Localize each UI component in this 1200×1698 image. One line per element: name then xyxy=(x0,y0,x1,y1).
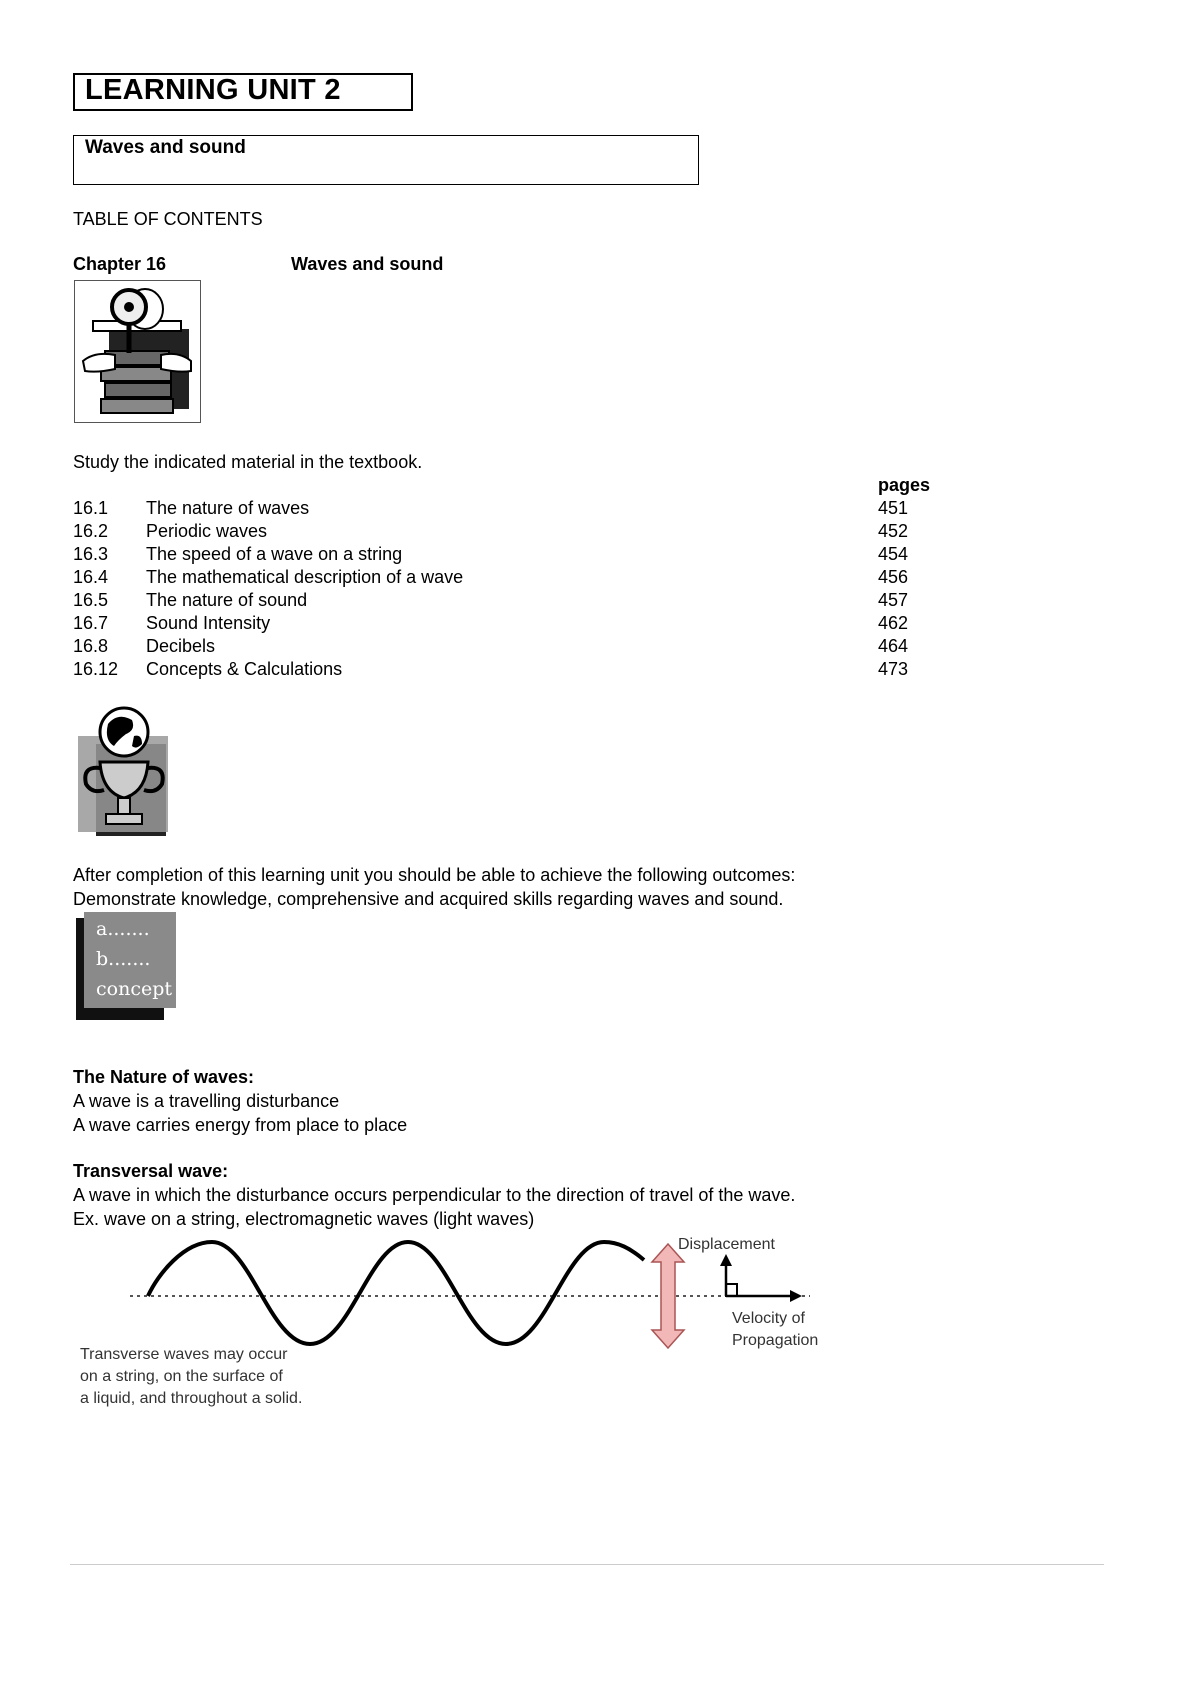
toc-row-page: 452 xyxy=(878,521,909,541)
toc-row-title: The mathematical description of a wave xyxy=(146,567,464,587)
concept-list-icon xyxy=(76,912,176,1020)
transversal-line-1: A wave in which the disturbance occurs perpendicular to the direction of travel of the wave. xyxy=(73,1185,796,1205)
page-divider xyxy=(70,1564,1104,1565)
globe-trophy-icon xyxy=(74,706,176,840)
concept-line-a: a....... xyxy=(96,918,150,940)
toc-row-title: Concepts & Calculations xyxy=(146,659,343,679)
toc-row xyxy=(0,567,1000,589)
concept-line-concept: concept xyxy=(96,978,172,1000)
outcomes-line-1: After completion of this learning unit you should be able to achieve the following outcomes: xyxy=(73,865,796,885)
figure-caption-2: on a string, on the surface of xyxy=(80,1368,283,1385)
velocity-label-2: Propagation xyxy=(732,1332,819,1349)
concept-line-b: b....... xyxy=(96,948,151,970)
toc-row-number: 16.7 xyxy=(73,613,109,633)
toc-row xyxy=(0,590,1000,612)
nature-line-2: A wave carries energy from place to place xyxy=(73,1115,408,1135)
pages-header: pages xyxy=(878,475,931,495)
toc-row-title: The nature of waves xyxy=(146,498,310,518)
toc-row xyxy=(0,498,1000,520)
magnifier-books-icon xyxy=(74,280,201,423)
toc-heading: TABLE OF CONTENTS xyxy=(73,209,263,229)
transversal-line-2: Ex. wave on a string, electromagnetic waves (light waves) xyxy=(73,1209,535,1229)
study-instruction: Study the indicated material in the textbook. xyxy=(73,452,423,472)
toc-row-number: 16.12 xyxy=(73,659,119,679)
unit-title: LEARNING UNIT 2 xyxy=(85,74,341,106)
toc-row-title: Periodic waves xyxy=(146,521,268,541)
unit-subtitle: Waves and sound xyxy=(85,137,246,158)
toc-row xyxy=(0,636,1000,658)
figure-caption-1: Transverse waves may occur xyxy=(80,1346,288,1363)
toc-row-title: Decibels xyxy=(146,636,216,656)
transverse-wave-figure xyxy=(70,1234,870,1414)
toc-row-title: The speed of a wave on a string xyxy=(146,544,403,564)
toc-row-page: 451 xyxy=(878,498,909,518)
toc-row xyxy=(0,613,1000,635)
toc-row xyxy=(0,659,1000,681)
toc-row-number: 16.8 xyxy=(73,636,109,656)
chapter-title: Waves and sound xyxy=(291,254,444,274)
toc-row-page: 457 xyxy=(878,590,909,610)
toc-row-number: 16.1 xyxy=(73,498,109,518)
figure-caption-3: a liquid, and throughout a solid. xyxy=(80,1390,303,1407)
toc-row-title: The nature of sound xyxy=(146,590,308,610)
velocity-label-1: Velocity of xyxy=(732,1310,805,1327)
displacement-label: Displacement xyxy=(678,1236,775,1253)
toc-row-page: 473 xyxy=(878,659,909,679)
toc-row-page: 454 xyxy=(878,544,909,564)
toc-row-page: 462 xyxy=(878,613,909,633)
toc-row xyxy=(0,521,1000,543)
nature-line-1: A wave is a travelling disturbance xyxy=(73,1091,340,1111)
toc-row-title: Sound Intensity xyxy=(146,613,271,633)
toc-row-page: 456 xyxy=(878,567,909,587)
toc-row-number: 16.2 xyxy=(73,521,109,541)
toc-row xyxy=(0,544,1000,566)
toc-row-number: 16.3 xyxy=(73,544,109,564)
toc-row-number: 16.4 xyxy=(73,567,109,587)
outcomes-line-2: Demonstrate knowledge, comprehensive and acquired skills regarding waves and sound. xyxy=(73,889,784,909)
toc-row-page: 464 xyxy=(878,636,909,656)
toc-row-number: 16.5 xyxy=(73,590,109,610)
chapter-label: Chapter 16 xyxy=(73,254,167,274)
transversal-heading: Transversal wave: xyxy=(73,1161,229,1181)
nature-heading: The Nature of waves: xyxy=(73,1067,255,1087)
